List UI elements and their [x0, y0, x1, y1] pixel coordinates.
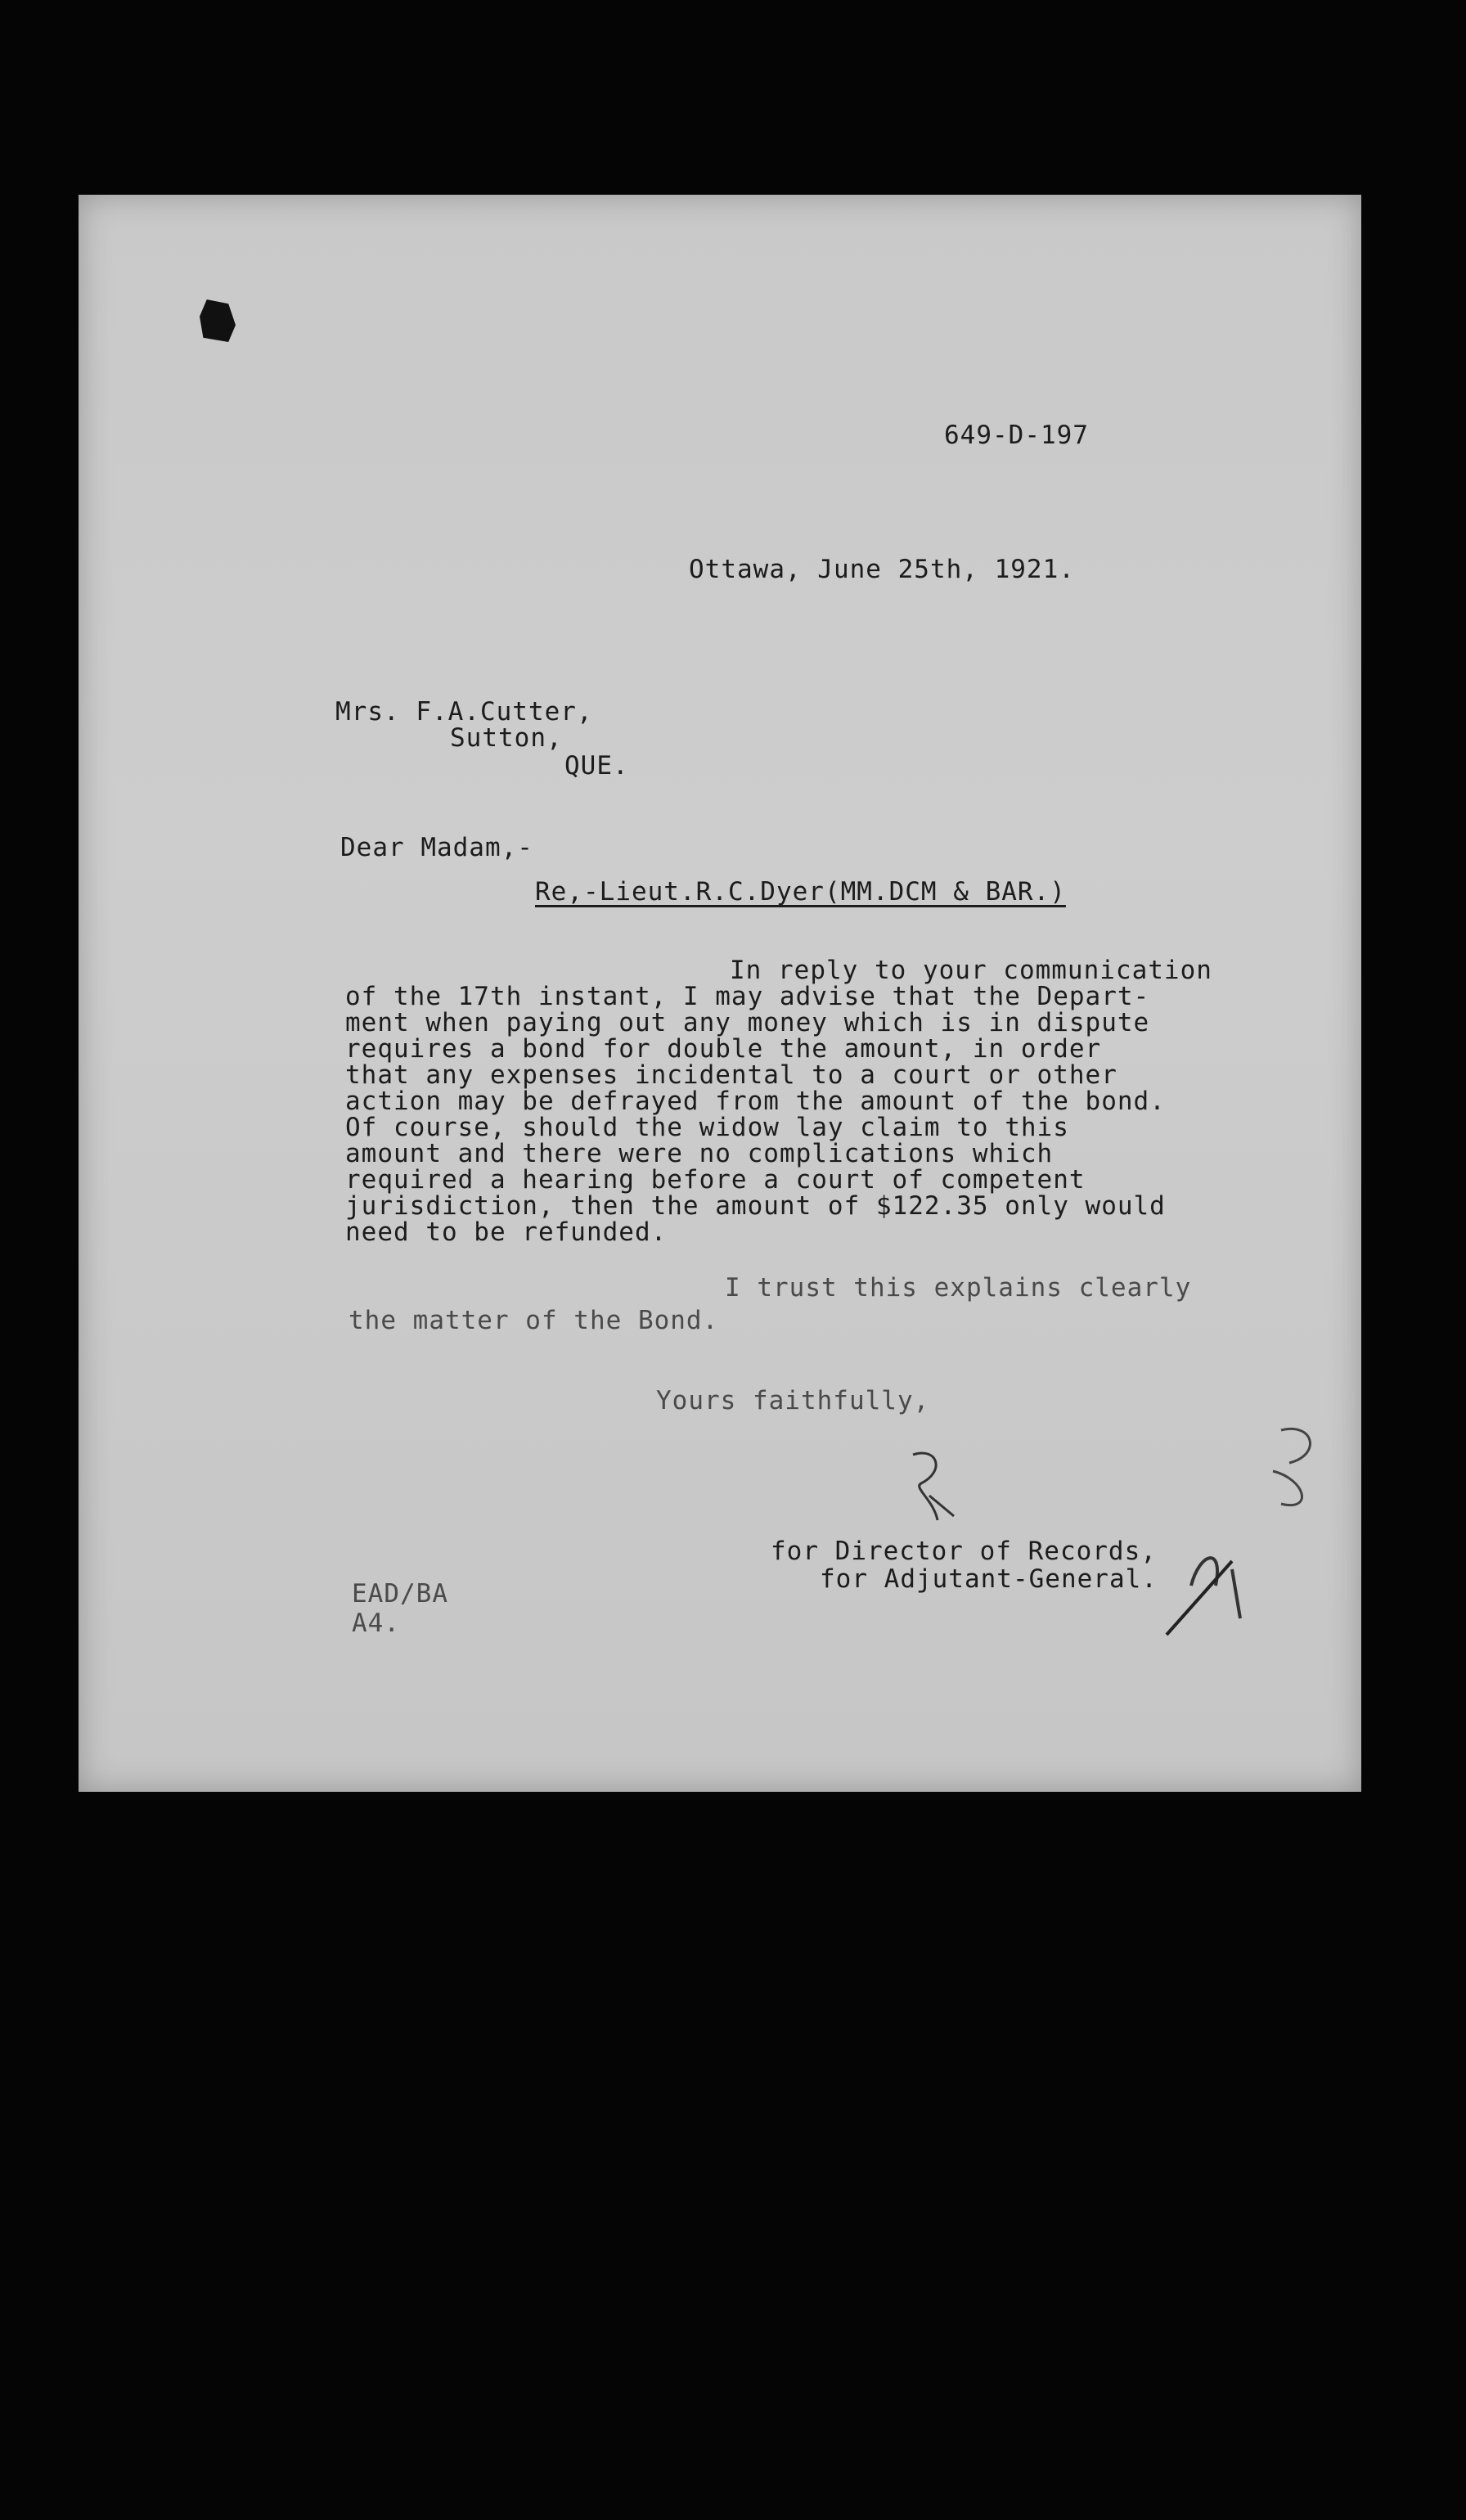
letter-date: Ottawa, June 25th, 1921. — [689, 555, 1075, 584]
body-line: I trust this explains clearly — [725, 1273, 1192, 1303]
typist-initials: EAD/BA — [352, 1579, 448, 1609]
recipient-name: Mrs. F.A.Cutter, — [335, 697, 593, 727]
signatory-line-1: for Director of Records, — [771, 1537, 1157, 1566]
body-line: of the 17th instant, I may advise that the Depart- — [345, 982, 1150, 1011]
body-line: requires a bond for double the amount, in order — [345, 1034, 1102, 1064]
signatory-line-2: for Adjutant-General. — [820, 1564, 1158, 1594]
body-line: In reply to your communication — [730, 956, 1212, 985]
body-line: action may be defrayed from the amount of the bond. — [345, 1087, 1166, 1116]
body-line: amount and there were no complications which — [345, 1139, 1054, 1168]
body-paragraph-2 — [349, 1271, 1191, 1337]
enclosure-code: A4. — [352, 1609, 400, 1638]
body-paragraph-1 — [345, 957, 1278, 1245]
subject-line: Re,-Lieut.R.C.Dyer(MM.DCM & BAR.) — [535, 877, 1066, 907]
body-line: need to be refunded. — [345, 1217, 668, 1247]
ink-blot-mark — [200, 299, 236, 342]
handwritten-signature — [888, 1438, 1003, 1537]
body-line: ment when paying out any money which is in dispute — [345, 1008, 1150, 1037]
body-line: that any expenses incidental to a court or other — [345, 1060, 1117, 1090]
recipient-province: QUE. — [564, 751, 629, 781]
handwritten-margin-notes — [1117, 1422, 1363, 1667]
letter-page — [79, 195, 1361, 1792]
body-line: Of course, should the widow lay claim to this — [345, 1113, 1069, 1142]
recipient-town: Sutton, — [450, 723, 563, 753]
body-line: jurisdiction, then the amount of $122.35 only would — [345, 1191, 1166, 1221]
body-line: the matter of the Bond. — [349, 1306, 719, 1335]
closing: Yours faithfully, — [656, 1386, 930, 1415]
file-reference-number: 649-D-197 — [944, 421, 1089, 450]
body-line: required a hearing before a court of competent — [345, 1165, 1086, 1195]
salutation: Dear Madam,- — [340, 833, 533, 862]
